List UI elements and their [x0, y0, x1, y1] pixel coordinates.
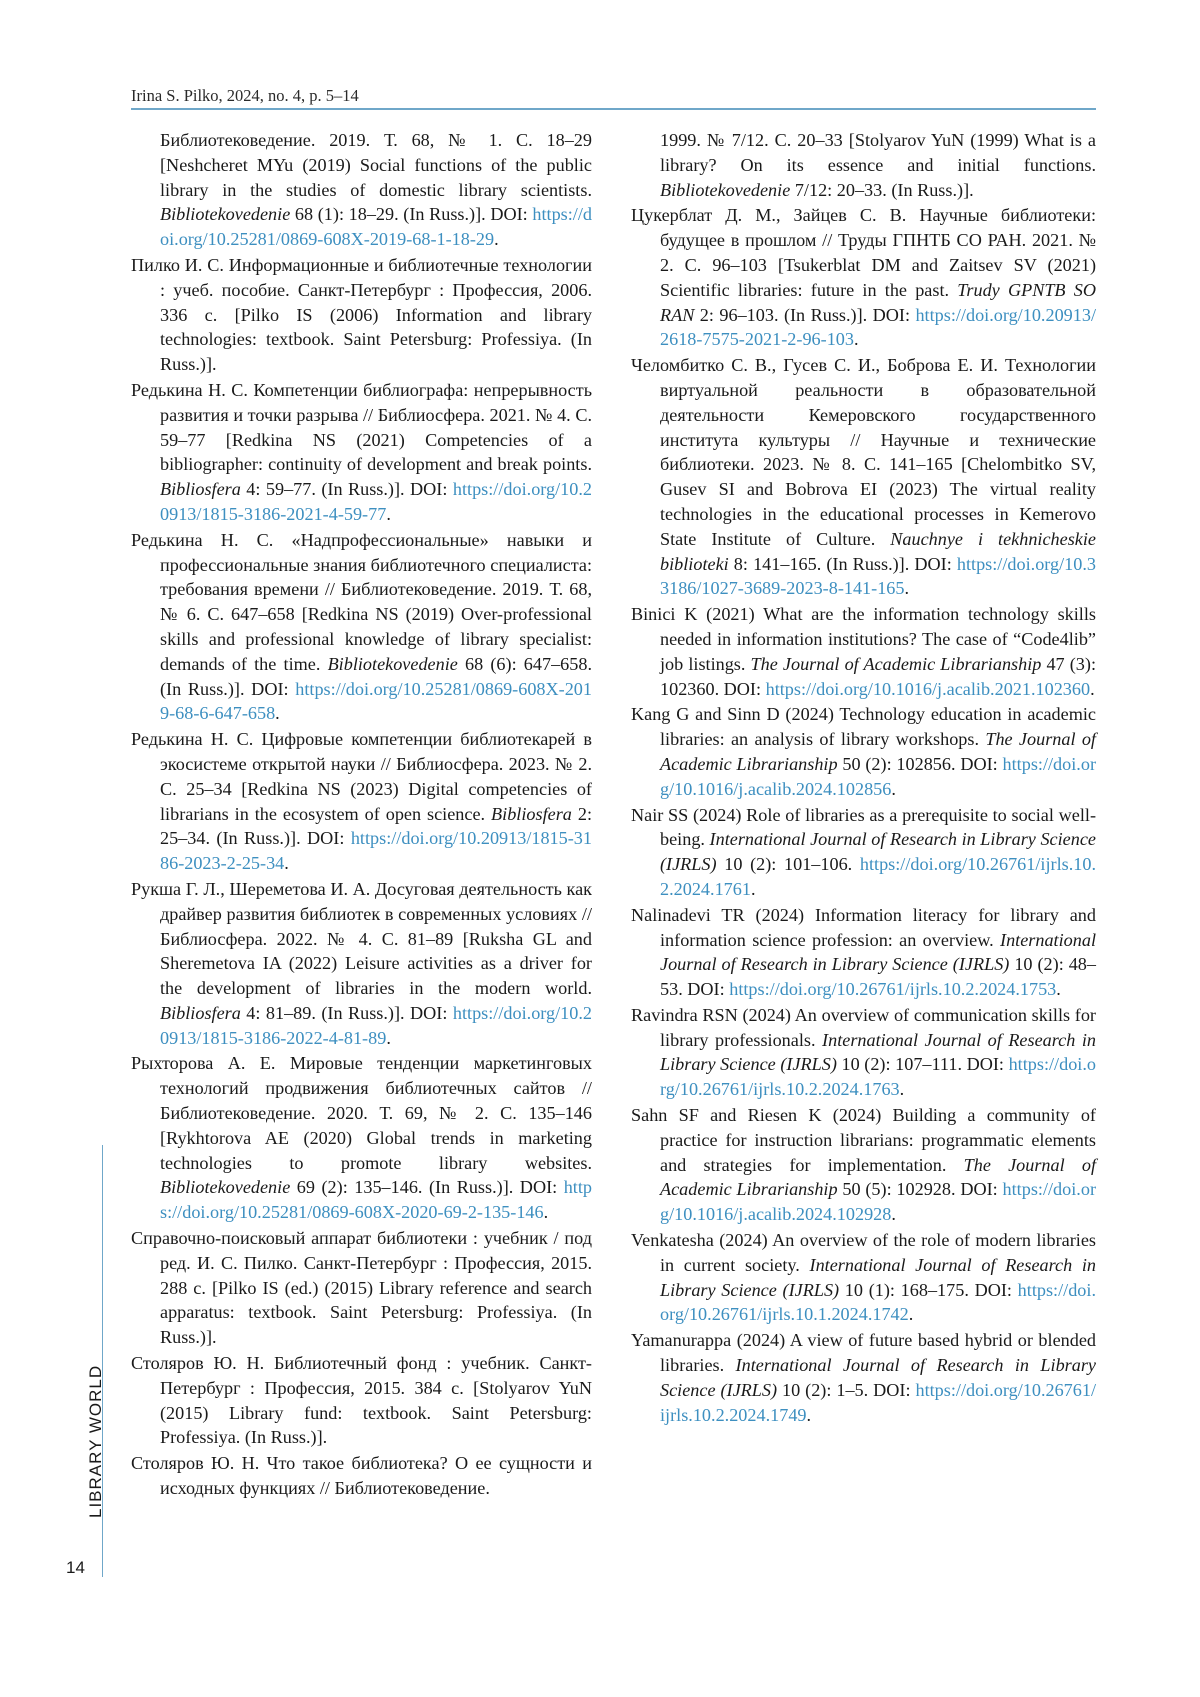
- journal-title: Bibliotekovedenie: [660, 180, 790, 200]
- reference-text: .: [854, 329, 859, 349]
- reference-text: .: [891, 1204, 896, 1224]
- journal-title: Bibliotekovedenie: [160, 1177, 290, 1197]
- reference-text: Venkatesha (2024) An overview of the role of modern libraries in current society.: [631, 1230, 1096, 1275]
- reference-text: Столяров Ю. Н. Что такое библиотека? О ее сущности и исходных функциях // Библиотековедение.: [131, 1453, 592, 1498]
- reference-text: 50 (2): 102856. DOI:: [838, 754, 1003, 774]
- journal-title: The Journal of Academic Librarianship: [751, 654, 1042, 674]
- reference-text: 47 (3): 102360. DOI:: [660, 654, 1096, 699]
- doi-link[interactable]: https://doi.org/10.26761/ijrls.10.1.2024.1742: [660, 1280, 1096, 1325]
- reference-text: Рукша Г. Л., Шереметова И. А. Досуговая деятельность как драйвер развития библиотек в современных условиях // Библиосфера. 2022. № 4. С. 81–89 [Ruksha GL and Sheremetova IA (2022) Leisure activities as a driver for the development of libraries in the modern world.: [131, 879, 592, 998]
- doi-link[interactable]: https://doi.org/10.33186/1027-3689-2023-8-141-165: [660, 554, 1096, 599]
- reference-text: 7/12: 20–33. (In Russ.)].: [790, 180, 973, 200]
- reference-text: Редькина Н. С. «Надпрофессиональные» навыки и профессиональные знания библиотечного специалиста: требования времени // Библиотековедение. 2019. Т. 68, № 6. С. 647–658 [Redkina NS (2019) Over-professional skills and professional knowledge of library specialist: demands of the time.: [131, 530, 592, 674]
- reference-text: 10 (2): 101–106.: [717, 854, 860, 874]
- journal-title: International Journal of Research in Library Science (IJRLS): [660, 930, 1096, 975]
- reference-text: .: [386, 1028, 391, 1048]
- reference-entry: [631, 1328, 1096, 1427]
- reference-text: Ravindra RSN (2024) An overview of communication skills for library professionals.: [631, 1005, 1096, 1050]
- journal-title: Bibliosfera: [160, 1003, 241, 1023]
- journal-title: International Journal of Research in Library Science (IJRLS): [660, 1030, 1096, 1075]
- reference-text: 10 (2): 107–111. DOI:: [837, 1054, 1009, 1074]
- reference-entry: [131, 1226, 592, 1350]
- journal-title: Bibliosfera: [491, 804, 572, 824]
- header-rule: [131, 108, 1096, 110]
- reference-text: Nalinadevi TR (2024) Information literacy for library and information science profession: an overview.: [631, 905, 1096, 950]
- reference-text: .: [751, 879, 756, 899]
- journal-title: Bibliotekovedenie: [160, 204, 290, 224]
- reference-entry: [131, 1451, 592, 1501]
- reference-text: Справочно-поисковый аппарат библиотеки : учебник / под ред. И. С. Пилко. Санкт-Петербург : Профессия, 2015. 288 с. [Pilko IS (ed.) (2015) Library reference and search apparatus: textbook. Saint Petersburg: Professiya. (In Russ.)].: [131, 1228, 592, 1347]
- reference-text: .: [891, 779, 896, 799]
- doi-link[interactable]: https://doi.org/10.25281/0869-608X-2019-68-1-18-29: [160, 204, 592, 249]
- reference-text: 4: 59–77. (In Russ.)]. DOI:: [241, 479, 453, 499]
- reference-text: 10 (2): 48–53. DOI:: [660, 954, 1096, 999]
- page-number: 14: [66, 1558, 85, 1578]
- reference-text: Столяров Ю. Н. Библиотечный фонд : учебник. Санкт-Петербург : Профессия, 2015. 384 с. [Stolyarov YuN (2015) Library fund: textbook. Saint Petersburg: Professiya. (In Russ.)].: [131, 1353, 592, 1447]
- reference-text: .: [284, 853, 289, 873]
- reference-text: .: [544, 1202, 549, 1222]
- journal-title: The Journal of Academic Librarianship: [660, 1155, 1096, 1200]
- doi-link[interactable]: https://doi.org/10.1016/j.acalib.2021.102360: [766, 679, 1091, 699]
- reference-text: Binici K (2021) What are the information technology skills needed in information institutions? The case of “Code4lib” job listings.: [631, 604, 1096, 674]
- reference-entry: [631, 128, 1096, 202]
- doi-link[interactable]: https://doi.org/10.20913/1815-3186-2023-2-25-34: [160, 828, 592, 873]
- journal-title: Bibliotekovedenie: [328, 654, 458, 674]
- reference-entry: [131, 877, 592, 1051]
- journal-title: Trudy GPNTB SO RAN: [660, 280, 1096, 325]
- reference-entry: [631, 353, 1096, 601]
- doi-link[interactable]: https://doi.org/10.25281/0869-608X-2020-69-2-135-146: [160, 1177, 592, 1222]
- reference-text: .: [386, 504, 391, 524]
- doi-link[interactable]: https://doi.org/10.26761/ijrls.10.2.2024.1749: [660, 1380, 1096, 1425]
- journal-title: Bibliosfera: [160, 479, 241, 499]
- reference-entry: [131, 253, 592, 377]
- reference-entry: [131, 128, 592, 252]
- reference-entry: [131, 528, 592, 726]
- reference-text: Nair SS (2024) Role of libraries as a prerequisite to social well-being.: [631, 805, 1096, 850]
- reference-text: 1999. № 7/12. С. 20–33 [Stolyarov YuN (1999) What is a library? On its essence and initial functions.: [660, 130, 1096, 175]
- journal-title: Nauchnye i tekhnicheskie biblioteki: [660, 529, 1096, 574]
- reference-text: Библиотековедение. 2019. Т. 68, № 1. С. 18–29 [Neshcheret MYu (2019) Social functions of the public library in the studies of domestic library scientists.: [160, 130, 592, 200]
- reference-text: Редькина Н. С. Компетенции библиографа: непрерывность развития и точки разрыва // Библиосфера. 2021. № 4. С. 59–77 [Redkina NS (2021) Competencies of a bibliographer: continuity of development and break points.: [131, 380, 592, 474]
- reference-text: Цукерблат Д. М., Зайцев С. В. Научные библиотеки: будущее в прошлом // Труды ГПНТБ СО РАН. 2021. № 2. С. 96–103 [Tsukerblat DM and Zaitsev SV (2021) Scientific libraries: future in the past.: [631, 205, 1096, 299]
- reference-text: Пилко И. С. Информационные и библиотечные технологии : учеб. пособие. Санкт-Петербург : Профессия, 2006. 336 с. [Pilko IS (2006) Information and library technologies: textbook. Saint Petersburg: Professiya. (In Russ.)].: [131, 255, 592, 374]
- reference-text: .: [909, 1304, 914, 1324]
- reference-entry: [631, 702, 1096, 801]
- doi-link[interactable]: https://doi.org/10.26761/ijrls.10.2.2024.1761: [660, 854, 1096, 899]
- reference-text: Kang G and Sinn D (2024) Technology education in academic libraries: an analysis of library workshops.: [631, 704, 1096, 749]
- journal-title: International Journal of Research in Library Science (IJRLS): [660, 1355, 1096, 1400]
- reference-text: 68 (6): 647–658. (In Russ.)]. DOI:: [160, 654, 592, 699]
- reference-text: 8: 141–165. (In Russ.)]. DOI:: [729, 554, 957, 574]
- reference-text: 2: 25–34. (In Russ.)]. DOI:: [160, 804, 592, 849]
- doi-link[interactable]: https://doi.org/10.20913/2618-7575-2021-2-96-103: [660, 305, 1096, 350]
- reference-entry: [631, 203, 1096, 352]
- reference-entry: [131, 727, 592, 876]
- reference-text: .: [900, 1079, 905, 1099]
- reference-text: Yamanurappa (2024) A view of future based hybrid or blended libraries.: [631, 1330, 1096, 1375]
- doi-link[interactable]: https://doi.org/10.26761/ijrls.10.2.2024.1763: [660, 1054, 1096, 1099]
- reference-text: Sahn SF and Riesen K (2024) Building a community of practice for instruction librarians: programmatic elements and strategies for implementation.: [631, 1105, 1096, 1175]
- doi-link[interactable]: https://doi.org/10.20913/1815-3186-2022-4-81-89: [160, 1003, 592, 1048]
- journal-sidebar-label: LIBRARY WORLD: [86, 1365, 106, 1518]
- reference-text: .: [807, 1405, 812, 1425]
- reference-entry: [131, 378, 592, 527]
- reference-entry: [131, 1351, 592, 1450]
- reference-entry: [631, 1103, 1096, 1227]
- reference-text: .: [494, 229, 499, 249]
- reference-text: Рыхторова А. Е. Мировые тенденции маркетинговых технологий продвижения библиотечных сайтов // Библиотековедение. 2020. Т. 69, № 2. С. 135–146 [Rykhtorova AE (2020) Global trends in marketing technologies to promote library websites.: [131, 1053, 592, 1172]
- doi-link[interactable]: https://doi.org/10.1016/j.acalib.2024.102856: [660, 754, 1096, 799]
- page: [0, 0, 1200, 1697]
- reference-text: Редькина Н. С. Цифровые компетенции библиотекарей в экосистеме открытой науки // Библиосфера. 2023. № 2. С. 25–34 [Redkina NS (2023) Digital competencies of librarians in the ecosystem of open science.: [131, 729, 592, 823]
- running-head: Irina S. Pilko, 2024, no. 4, p. 5–14: [131, 86, 359, 106]
- reference-text: 68 (1): 18–29. (In Russ.)]. DOI:: [290, 204, 532, 224]
- reference-text: .: [1056, 979, 1061, 999]
- reference-entry: [131, 1051, 592, 1225]
- reference-entry: [631, 903, 1096, 1002]
- reference-text: .: [1090, 679, 1095, 699]
- journal-title: International Journal of Research in Library Science (IJRLS): [660, 829, 1096, 874]
- reference-text: Челомбитко С. В., Гусев С. И., Боброва Е. И. Технологии виртуальной реальности в образовательной деятельности Кемеровского государственного института культуры // Научные и технические библиотеки. 2023. № 8. С. 141–165 [Chelombitko SV, Gusev SI and Bobrova EI (2023) The virtual reality technologies in the educational processes in Kemerovo State Institute of Culture.: [631, 355, 1096, 549]
- doi-link[interactable]: https://doi.org/10.1016/j.acalib.2024.102928: [660, 1179, 1096, 1224]
- reference-text: 69 (2): 135–146. (In Russ.)]. DOI:: [290, 1177, 563, 1197]
- references-right-column: [631, 128, 1096, 1428]
- journal-title: The Journal of Academic Librarianship: [660, 729, 1096, 774]
- reference-text: 50 (5): 102928. DOI:: [838, 1179, 1003, 1199]
- doi-link[interactable]: https://doi.org/10.25281/0869-608X-2019-68-6-647-658: [160, 679, 592, 724]
- reference-text: 10 (2): 1–5. DOI:: [777, 1380, 915, 1400]
- journal-title: International Journal of Research in Library Science (IJRLS): [660, 1255, 1096, 1300]
- reference-entry: [631, 1003, 1096, 1102]
- reference-entry: [631, 1228, 1096, 1327]
- reference-entry: [631, 602, 1096, 701]
- doi-link[interactable]: https://doi.org/10.20913/1815-3186-2021-4-59-77: [160, 479, 592, 524]
- reference-text: 10 (1): 168–175. DOI:: [839, 1280, 1018, 1300]
- doi-link[interactable]: https://doi.org/10.26761/ijrls.10.2.2024.1753: [729, 979, 1056, 999]
- references-left-column: [131, 128, 592, 1502]
- reference-text: 4: 81–89. (In Russ.)]. DOI:: [241, 1003, 453, 1023]
- reference-entry: [631, 803, 1096, 902]
- reference-text: .: [905, 578, 910, 598]
- reference-text: .: [275, 703, 280, 723]
- reference-text: 2: 96–103. (In Russ.)]. DOI:: [694, 305, 915, 325]
